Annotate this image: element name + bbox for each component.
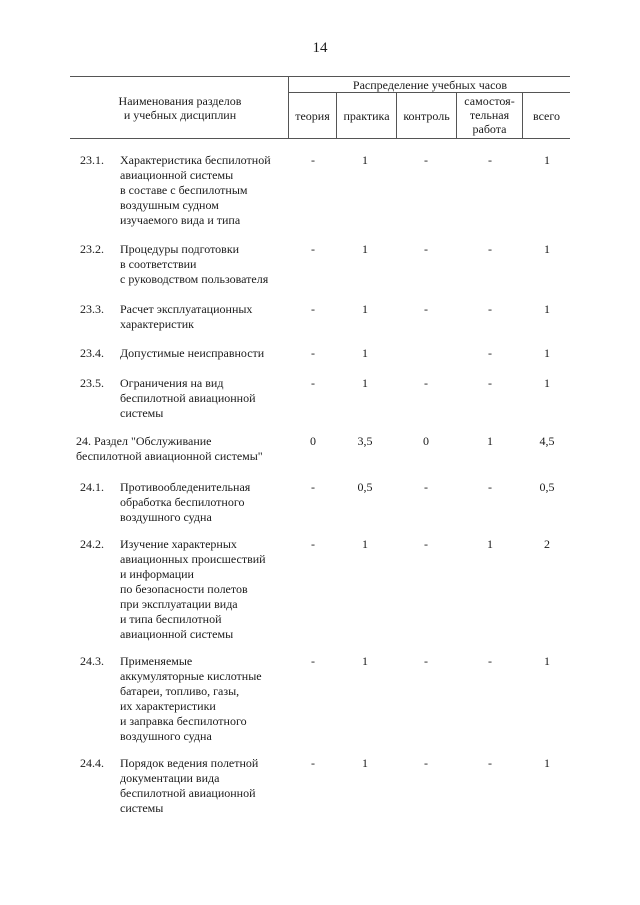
header-col-practice: практика (343, 109, 390, 123)
header-col-divider (288, 77, 289, 138)
cell-control: - (424, 654, 428, 668)
cell-practice: 0,5 (357, 480, 373, 494)
cell-selfstudy: - (488, 242, 492, 256)
cell-practice: 1 (362, 242, 368, 256)
header-bottom-rule (70, 138, 570, 139)
header-sub-rule (288, 92, 570, 93)
cell-practice: 1 (362, 537, 368, 551)
row-title: Применяемые аккумуляторные кислотные батареи, топливо, газы, их характеристики и заправка беспилотного воздушного судна (120, 654, 262, 743)
header-col-theory: теория (295, 109, 330, 123)
header-col-control: контроль (403, 109, 450, 123)
cell-practice: 3,5 (357, 434, 373, 448)
row-number: 23.4. (80, 346, 104, 360)
cell-total: 1 (544, 346, 550, 360)
row-title: Расчет эксплуатационных характеристик (120, 302, 253, 331)
cell-theory: - (311, 242, 315, 256)
cell-selfstudy: - (488, 346, 492, 360)
header-top-rule (70, 76, 570, 77)
row-title: Допустимые неисправности (120, 346, 265, 360)
cell-practice: 1 (362, 153, 368, 167)
cell-control: 0 (423, 434, 429, 448)
cell-total: 1 (544, 654, 550, 668)
row-title: Характеристика беспилотной авиационной системы в составе с беспилотным воздушным судном изучаемого вида и типа (120, 153, 271, 227)
cell-selfstudy: - (488, 756, 492, 770)
cell-selfstudy: - (488, 480, 492, 494)
header-col-total: всего (532, 109, 561, 123)
cell-control: - (424, 302, 428, 316)
header-distribution: Распределение учебных часов (352, 78, 508, 92)
header-name-column: Наименования разделов и учебных дисциплин (118, 94, 242, 122)
row-number: 23.1. (80, 153, 104, 167)
cell-practice: 1 (362, 346, 368, 360)
cell-total: 0,5 (539, 480, 555, 494)
cell-practice: 1 (362, 302, 368, 316)
cell-theory: - (311, 346, 315, 360)
cell-theory: - (311, 153, 315, 167)
cell-selfstudy: - (488, 302, 492, 316)
cell-control: - (424, 537, 428, 551)
cell-practice: 1 (362, 376, 368, 390)
cell-practice: 1 (362, 756, 368, 770)
row-title: Противообледенительная обработка беспилотного воздушного судна (120, 480, 251, 524)
cell-practice: 1 (362, 654, 368, 668)
row-title: Порядок ведения полетной документации вида беспилотной авиационной системы (120, 756, 259, 815)
cell-selfstudy: 1 (487, 434, 493, 448)
cell-theory: - (311, 654, 315, 668)
cell-selfstudy: - (488, 654, 492, 668)
cell-selfstudy: - (488, 153, 492, 167)
cell-theory: - (311, 302, 315, 316)
row-title: Ограничения на вид беспилотной авиационной системы (120, 376, 256, 420)
cell-theory: - (311, 537, 315, 551)
row-number: 23.5. (80, 376, 104, 390)
cell-total: 1 (544, 242, 550, 256)
cell-control: - (424, 376, 428, 390)
cell-total: 4,5 (539, 434, 555, 448)
cell-total: 1 (544, 756, 550, 770)
cell-total: 1 (544, 153, 550, 167)
cell-selfstudy: 1 (487, 537, 493, 551)
row-number: 23.3. (80, 302, 104, 316)
row-number: 24.4. (80, 756, 104, 770)
row-number: 24.1. (80, 480, 104, 494)
cell-theory: - (311, 480, 315, 494)
header-col-selfstudy: самостоя- тельная работа (464, 94, 515, 136)
row-number: 23.2. (80, 242, 104, 256)
cell-theory: 0 (310, 434, 316, 448)
cell-control: - (424, 756, 428, 770)
section-title: 24. Раздел "Обслуживание беспилотной авиационной системы" (76, 434, 263, 463)
cell-selfstudy: - (488, 376, 492, 390)
cell-control: - (424, 480, 428, 494)
page-number: 14 (312, 40, 328, 56)
cell-theory: - (311, 376, 315, 390)
cell-control: - (424, 242, 428, 256)
row-number: 24.3. (80, 654, 104, 668)
cell-total: 1 (544, 376, 550, 390)
cell-control: - (424, 153, 428, 167)
cell-theory: - (311, 756, 315, 770)
row-number: 24.2. (80, 537, 104, 551)
cell-total: 2 (544, 537, 550, 551)
cell-total: 1 (544, 302, 550, 316)
row-title: Процедуры подготовки в соответствии с руководством пользователя (120, 242, 269, 286)
row-title: Изучение характерных авиационных происшествий и информации по безопасности полетов при эксплуатации вида и типа беспилотной авиационной системы (120, 537, 266, 641)
